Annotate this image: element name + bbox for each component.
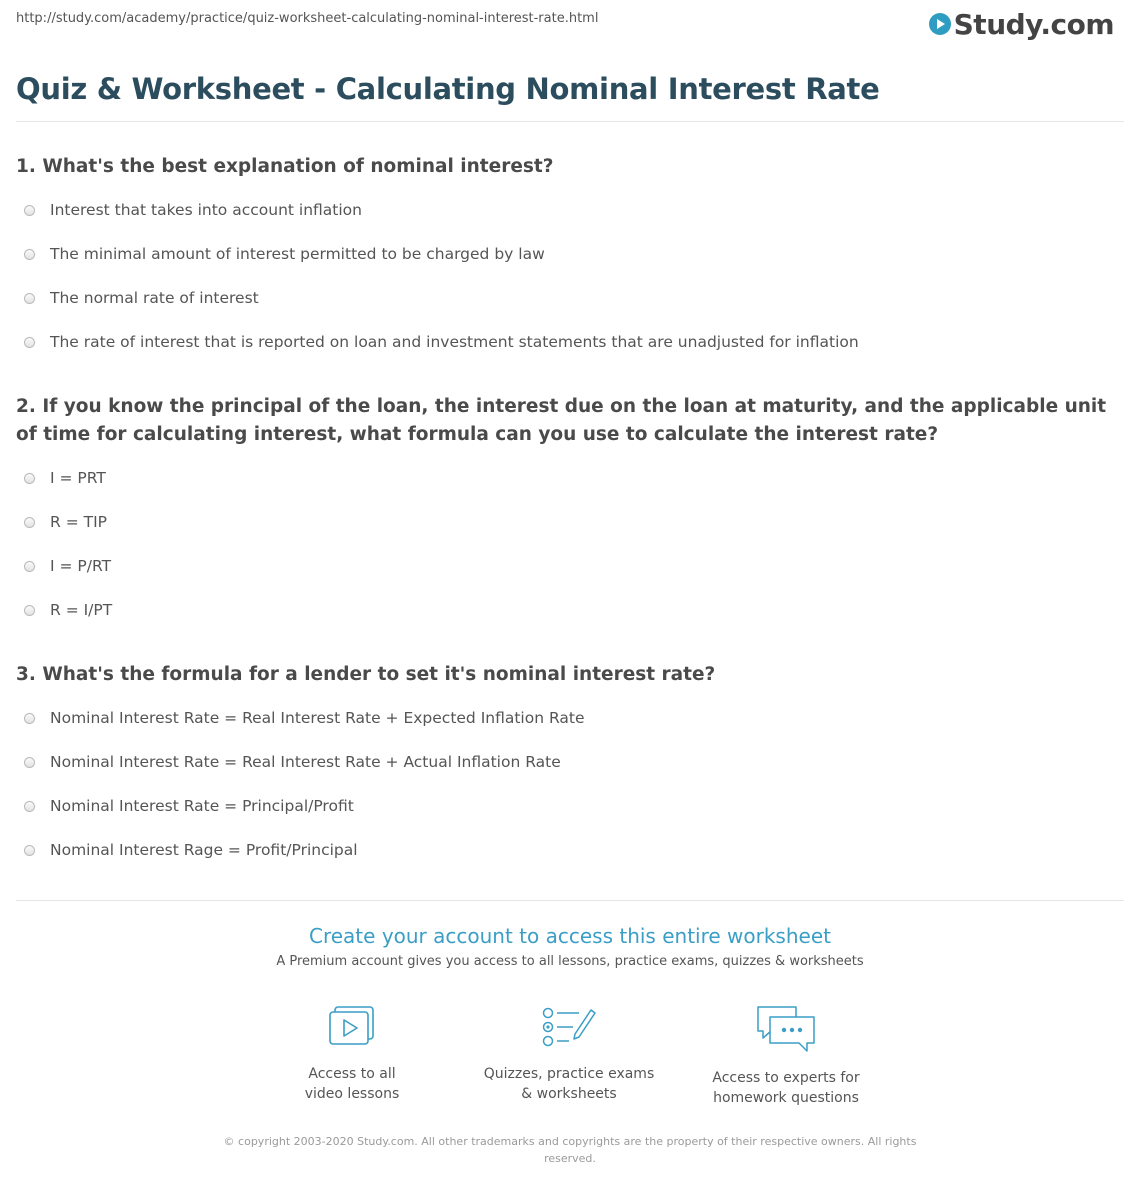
copyright-notice: © copyright 2003-2020 Study.com. All other trademarks and copyrights are the property of their respective owners. All rights reserved. [223,1135,917,1165]
answer-options [16,188,1124,364]
cta-subtitle: A Premium account gives you access to all lessons, practice exams, quizzes & worksheets [276,954,864,969]
feature-quizzes [469,1004,669,1104]
radio-button[interactable] [24,845,35,856]
radio-button[interactable] [24,337,35,348]
cta-title[interactable]: Create your account to access this entire worksheet [309,924,831,948]
question-text: 2. If you know the principal of the loan, the interest due on the loan at maturity, and the applicable unit of time for calculating interest, what formula can you use to calculate the interest rate? [16,396,1107,445]
answer-option[interactable] [16,828,1124,872]
answer-option[interactable] [16,232,1124,276]
answer-label: The minimal amount of interest permitted to be charged by law [50,245,545,263]
question-2 [16,393,1124,632]
answer-label: Nominal Interest Rage = Profit/Principal [50,841,358,859]
radio-button[interactable] [24,205,35,216]
answer-label: I = P/RT [50,557,112,575]
feature-label: Quizzes, practice exams & worksheets [483,1066,655,1102]
video-lessons-icon [326,1004,378,1050]
answer-option[interactable] [16,544,1124,588]
answer-label: Nominal Interest Rate = Real Interest Rate + Expected Inflation Rate [50,709,585,727]
radio-button[interactable] [24,249,35,260]
radio-button[interactable] [24,713,35,724]
answer-option[interactable] [16,500,1124,544]
answer-option[interactable] [16,320,1124,364]
radio-button[interactable] [24,561,35,572]
answer-label: Nominal Interest Rate = Real Interest Rate + Actual Inflation Rate [50,753,561,771]
chat-bubbles-icon [754,1004,818,1054]
answer-label: I = PRT [50,469,106,487]
answer-option[interactable] [16,456,1124,500]
radio-button[interactable] [24,605,35,616]
feature-experts [686,1004,886,1108]
answer-option[interactable] [16,696,1124,740]
radio-button[interactable] [24,517,35,528]
question-3 [16,661,1124,872]
feature-label: Access to all video lessons [304,1066,400,1102]
answer-label: The normal rate of interest [50,289,259,307]
answer-option[interactable] [16,784,1124,828]
answer-option[interactable] [16,276,1124,320]
play-circle-icon [929,13,951,35]
answer-options [16,456,1124,632]
answer-option[interactable] [16,740,1124,784]
question-text: 1. What's the best explanation of nominal interest? [16,156,554,177]
quiz-checklist-icon [539,1004,599,1050]
radio-button[interactable] [24,293,35,304]
logo-text: Study.com [953,7,1114,41]
question-1 [16,153,1124,364]
radio-button[interactable] [24,473,35,484]
answer-label: R = TIP [50,513,107,531]
cta-divider [16,900,1124,901]
answer-label: Nominal Interest Rate = Principal/Profit [50,797,354,815]
page-title: Quiz & Worksheet - Calculating Nominal Interest Rate [16,72,880,106]
answer-option[interactable] [16,188,1124,232]
answer-options [16,696,1124,872]
question-text: 3. What's the formula for a lender to set it's nominal interest rate? [16,664,716,685]
feature-label: Access to experts for homework questions [712,1070,860,1106]
title-divider [16,121,1124,122]
feature-video-lessons [252,1004,452,1104]
answer-label: Interest that takes into account inflation [50,201,362,219]
radio-button[interactable] [24,757,35,768]
study-logo[interactable] [929,6,1114,42]
page-url: http://study.com/academy/practice/quiz-worksheet-calculating-nominal-interest-rate.html [16,11,599,26]
radio-button[interactable] [24,801,35,812]
answer-label: The rate of interest that is reported on loan and investment statements that are unadjusted for inflation [50,333,859,351]
answer-option[interactable] [16,588,1124,632]
answer-label: R = I/PT [50,601,113,619]
